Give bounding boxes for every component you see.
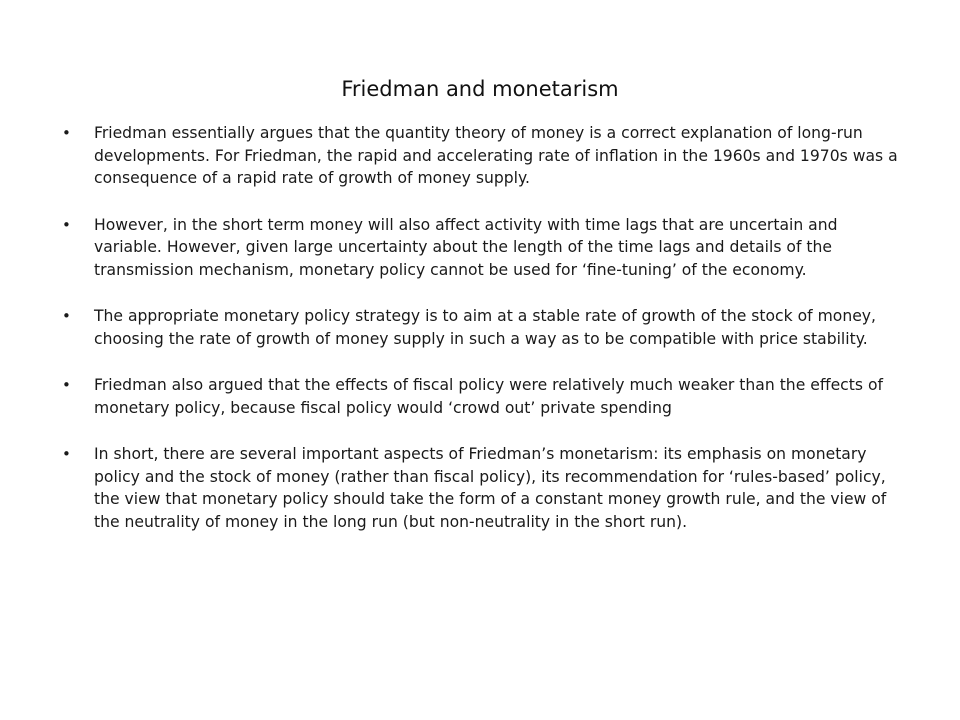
bullet-list xyxy=(58,122,908,557)
bullet-text: Friedman essentially argues that the quantity theory of money is a correct explanation of long-run developments. For Friedman, the rapid and accelerating rate of inflation in the 1960s and 1970s was a consequence of a rapid rate of growth of money supply. xyxy=(94,124,898,187)
bullet-item-3 xyxy=(58,305,908,350)
bullet-text: The appropriate monetary policy strategy is to aim at a stable rate of growth of the stock of money, choosing the rate of growth of money supply in such a way as to be compatible with price stability. xyxy=(94,307,876,348)
bullet-marker-icon: • xyxy=(62,215,71,234)
bullet-item-2 xyxy=(58,214,908,282)
slide-title: Friedman and monetarism xyxy=(341,77,619,101)
bullet-text: However, in the short term money will also affect activity with time lags that are uncertain and variable. However, given large uncertainty about the length of the time lags and details of the transmission mechanism, monetary policy cannot be used for ‘fine-tuning’ of the economy. xyxy=(94,215,838,279)
bullet-text: In short, there are several important aspects of Friedman’s monetarism: its emphasis on monetary policy and the stock of money (rather than fiscal policy), its recommendation for ‘rules-based’ policy, the view that monetary policy should take the form of a constant money growth rule, and the view of the neutrality of money in the long run (but non-neutrality in the short run). xyxy=(94,445,887,531)
bullet-item-5 xyxy=(58,443,908,533)
bullet-marker-icon: • xyxy=(62,376,71,394)
bullet-marker-icon: • xyxy=(62,307,71,325)
bullet-text: Friedman also argued that the effects of fiscal policy were relatively much weaker than the effects of monetary policy, because fiscal policy would ‘crowd out’ private spending xyxy=(94,376,883,417)
bullet-item-1 xyxy=(58,122,908,190)
bullet-marker-icon: • xyxy=(62,124,71,142)
bullet-item-4 xyxy=(58,374,908,419)
bullet-marker-icon: • xyxy=(62,445,71,463)
